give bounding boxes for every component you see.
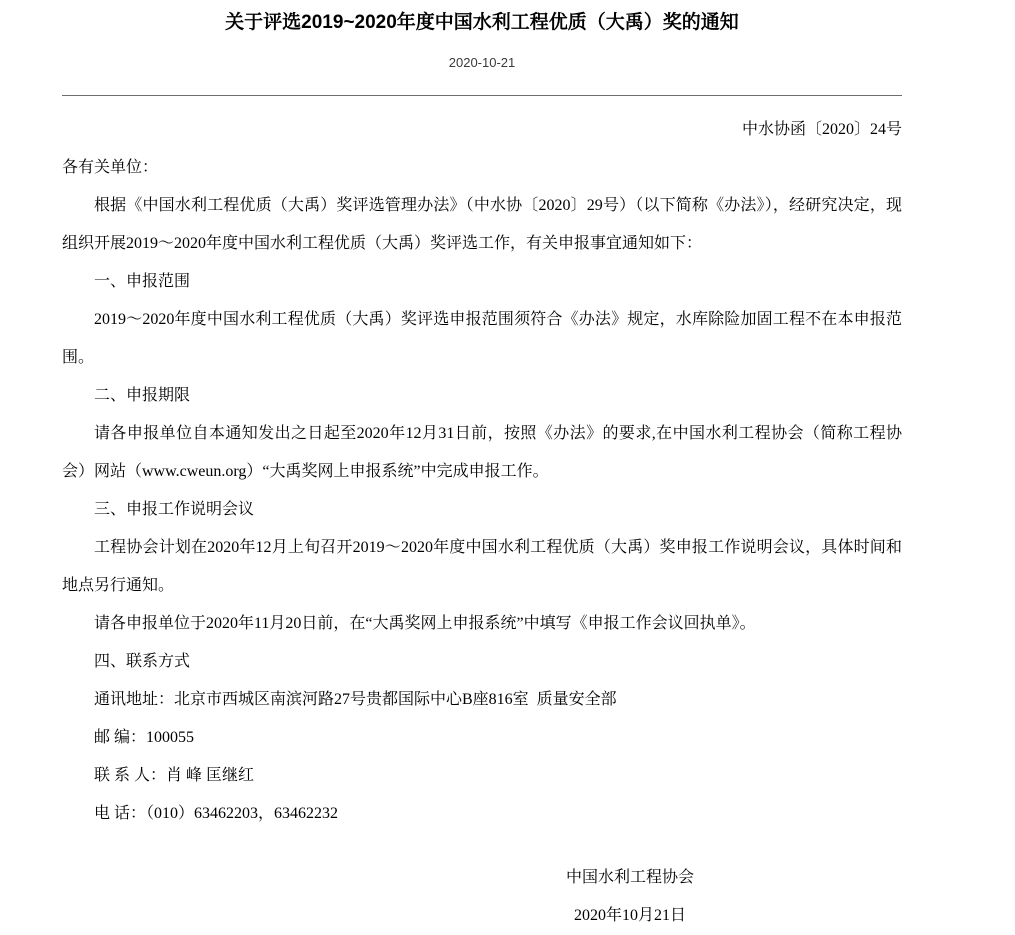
salutation: 各有关单位： [62, 159, 159, 176]
publish-date: 2020-10-21 [448, 55, 516, 70]
intro-paragraph: 根据《中国水利工程优质（大禹）奖评选管理办法》（中水协〔2020〕29号）（以下简称《办法》），经研究决定，现组织开展2019～2020年度中国水利工程优质（大禹）奖评选工作，有关申报事宜通知如下： [62, 197, 902, 252]
signature-block [62, 859, 902, 935]
signature-date: 2020年10月21日 [573, 907, 686, 924]
section-1-body: 2019～2020年度中国水利工程优质（大禹）奖评选申报范围须符合《办法》规定，水库除险加固工程不在本申报范围。 [62, 311, 902, 366]
section-3-body-2: 请各申报单位于2020年11月20日前，在“大禹奖网上申报系统”中填写《申报工作会议回执单》。 [94, 615, 756, 632]
document-header [62, 0, 902, 70]
contact-phone: 电 话：（010）63462203，63462232 [94, 805, 339, 822]
document-number: 中水协函〔2020〕24号 [741, 121, 902, 138]
notice-document [62, 0, 902, 935]
contact-persons: 联 系 人：肖 峰 匡继红 [94, 767, 255, 784]
contact-address: 通讯地址：北京市西城区南滨河路27号贵都国际中心B座816室 质量安全部 [94, 691, 617, 708]
section-2-heading: 二、申报期限 [94, 387, 191, 404]
section-3-heading: 三、申报工作说明会议 [94, 501, 255, 518]
document-title: 关于评选2019~2020年度中国水利工程优质（大禹）奖的通知 [225, 12, 739, 33]
signature-org: 中国水利工程协会 [565, 869, 694, 886]
section-1-heading: 一、申报范围 [94, 273, 191, 290]
document-body [62, 96, 902, 833]
postal-code: 邮 编：100055 [94, 729, 195, 746]
section-4-heading: 四、联系方式 [94, 653, 191, 670]
section-2-body: 请各申报单位自本通知发出之日起至2020年12月31日前，按照《办法》的要求,在中国水利工程协会（简称工程协会）网站（www.cweun.org）“大禹奖网上申报系统”中完成申报工作。 [62, 425, 902, 480]
section-3-body-1: 工程协会计划在2020年12月上旬召开2019～2020年度中国水利工程优质（大禹）奖申报工作说明会议，具体时间和地点另行通知。 [62, 539, 902, 594]
